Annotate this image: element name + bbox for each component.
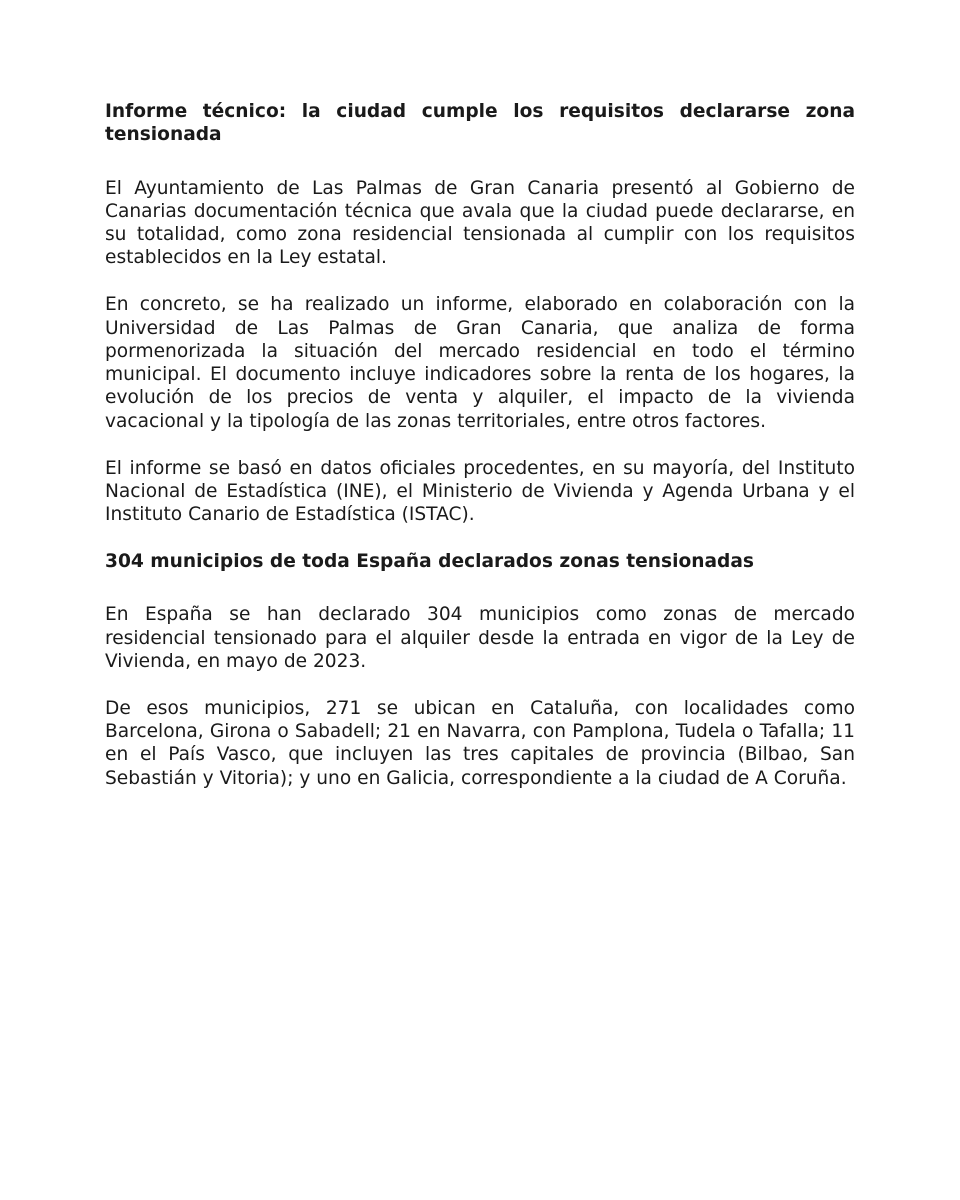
paragraph-presentacion: El Ayuntamiento de Las Palmas de Gran Canaria presentó al Gobierno de Canarias documentación técnica que avala que la ciudad puede declararse, en su totalidad, como zona residencial tensionada al cumplir con los requisitos establecidos en la Ley estatal. (105, 177, 855, 269)
paragraph-municipios-desglose: De esos municipios, 271 se ubican en Cataluña, con localidades como Barcelona, Girona o Sabadell; 21 en Navarra, con Pamplona, Tudela o Tafalla; 11 en el País Vasco, que incluyen las tres capitales de provincia (Bilbao, San Sebastián y Vitoria); y uno en Galicia, correspondiente a la ciudad de A Coruña. (105, 697, 855, 789)
paragraph-informe-detalle: En concreto, se ha realizado un informe, elaborado en colaboración con la Universidad de Las Palmas de Gran Canaria, que analiza de forma pormenorizada la situación del mercado residencial en todo el término municipal. El documento incluye indicadores sobre la renta de los hogares, la evolución de los precios de venta y alquiler, el impacto de la vivienda vacacional y la tipología de las zonas territoriales, entre otros factores. (105, 294, 855, 432)
section-heading-informe-tecnico: Informe técnico: la ciudad cumple los requisitos declararse zona tensionada (105, 101, 855, 146)
section-heading-municipios: 304 municipios de toda España declarados zonas tensionadas (105, 550, 754, 572)
document-body (105, 100, 855, 790)
paragraph-fuentes-datos: El informe se basó en datos oficiales procedentes, en su mayoría, del Instituto Nacional de Estadística (INE), el Ministerio de Vivienda y Agenda Urbana y el Instituto Canario de Estadística (ISTAC). (105, 457, 855, 526)
paragraph-municipios-declarados: En España se han declarado 304 municipios como zonas de mercado residencial tensionado para el alquiler desde la entrada en vigor de la Ley de Vivienda, en mayo de 2023. (105, 604, 855, 672)
